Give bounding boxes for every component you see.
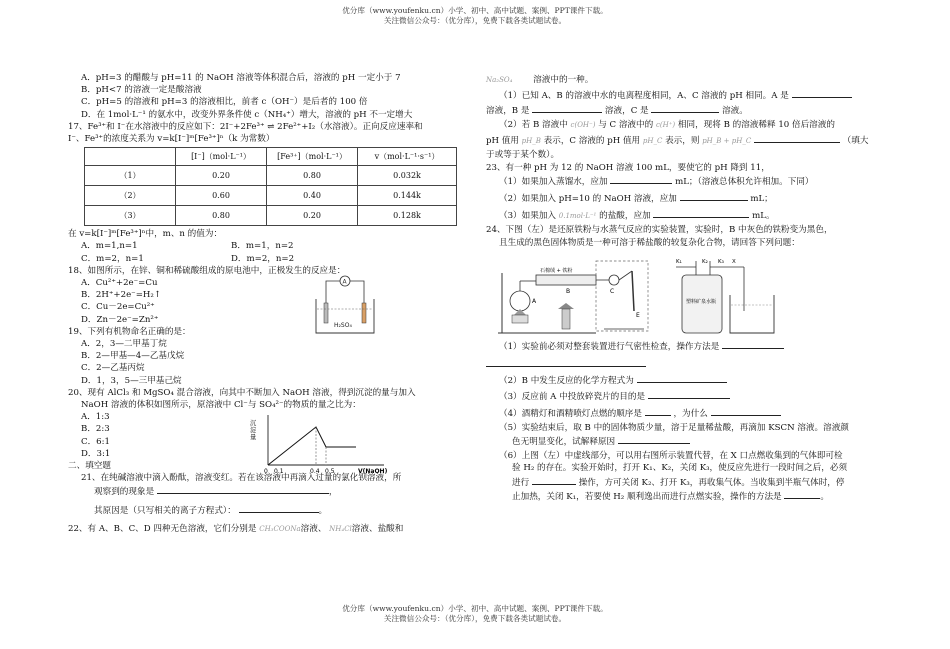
answer-blank[interactable] [532, 103, 602, 113]
q24-part3: （3）反应前 A 中投放碎瓷片的目的是 [499, 392, 646, 403]
answer-blank[interactable] [618, 434, 690, 444]
answer-blank[interactable] [648, 389, 730, 399]
q23-part2: mL； [750, 194, 773, 204]
q20-option-b: B．2:3 [81, 424, 110, 435]
q18-option-b: B．2H⁺+2e⁻=H₂↑ [81, 290, 162, 301]
q22-part1: 溶液，B 是 [486, 105, 530, 116]
question-23 [486, 162, 886, 223]
q18-stem: 18、如图所示，在锌、铜和稀硫酸组成的原电池中，正极发生的反应是： [68, 265, 346, 276]
formula-na2so4: Na₂SO₄ [486, 76, 513, 84]
q16-option-b: B．pH<7 的溶液一定是酸溶液 [81, 85, 202, 96]
test-tube [632, 271, 634, 311]
q24-part6: （6）上图（左）中虚线部分，可以用右图所示装置代替，在 X 口点燃收集到的气体即可检 [499, 451, 843, 462]
left-apparatus [498, 261, 648, 333]
table-cell: （2） [85, 186, 176, 206]
rate-table-header: [Fe³⁺]（mol·L⁻¹） [267, 148, 358, 166]
table-cell: 0.80 [176, 206, 267, 226]
q22-part2: 表示，则 [665, 136, 700, 147]
header-line-2: 关注微信公众号：（优分库），免费下载各类试题试卷。 [383, 15, 567, 25]
q22-part1: 溶液，C 是 [604, 105, 649, 116]
answer-blank[interactable] [486, 357, 646, 367]
precipitate-curve [268, 427, 356, 465]
q21-observe-label: 观察到的现象是 [94, 487, 155, 498]
q22-part2-end: 于或等于某个数）。 [486, 150, 560, 161]
q24-part6: 操作，方可关闭 K₂、打开 K₃，再收集气体。当收集到半瓶气体时，停 [578, 477, 845, 488]
answer-blank[interactable] [637, 373, 727, 383]
tick-label: 0.4 [310, 467, 320, 475]
formula-ph-c: pH_C [642, 137, 663, 146]
q23-part3: （3）如果加入 [499, 211, 557, 222]
table-row [85, 206, 457, 226]
q18-option-a: A．Cu²⁺+2e⁻=Cu [81, 278, 158, 289]
formula-ph-sum: pH_B + pH_C [702, 137, 752, 146]
formula-c-oh: c(OH⁻) [570, 120, 596, 129]
table-cell: 0.40 [267, 186, 358, 206]
q22-part1: 溶液。 [722, 105, 748, 116]
formula-concentration: 0.1mol·L⁻¹ [558, 212, 597, 221]
q16-option-c: C．pH=5 的溶液和 pH=3 的溶液相比，前者 c（OH⁻）是后者的 100 倍 [81, 97, 368, 108]
y-label-char-3: 量 [250, 433, 257, 441]
q22-part2: （填大 [842, 136, 869, 147]
answer-blank[interactable] [157, 484, 329, 494]
water-trough [730, 295, 774, 333]
page-header [0, 6, 950, 26]
page-footer [0, 604, 950, 624]
table-cell: 0.20 [176, 166, 267, 186]
q17-option-c: C．m=2，n=1 [81, 253, 144, 264]
answer-blank[interactable] [653, 208, 749, 218]
h2so4-label: H₂SO₄ [334, 321, 352, 329]
q23-part1: mL；（溶液总体积允许相加。下同） [675, 176, 814, 187]
q24-part6: 验 H₂ 的存在。实验开始时，打开 K₁、K₂，关闭 K₃，使反应先进行一段时间之后，必须 [512, 463, 848, 474]
left-column [68, 72, 468, 535]
q17-option-b: B．m=1，n=2 [231, 241, 294, 252]
right-apparatus [676, 259, 774, 333]
rate-table-header: [I⁻]（mol·L⁻¹） [176, 148, 267, 166]
q20-option-d: D．3:1 [81, 448, 111, 459]
table-cell: （1） [85, 166, 176, 186]
answer-blank[interactable] [532, 475, 576, 485]
zinc-electrode [324, 303, 328, 323]
answer-blank[interactable] [722, 339, 784, 349]
q19-option-b: B．2—甲基—4—乙基戊烷 [81, 351, 185, 362]
formula-nh4cl: NH₄Cl [329, 524, 352, 533]
blast-burner-icon [558, 303, 574, 309]
label-x: X [732, 258, 736, 265]
q17-option-d: D．m=2，n=2 [231, 253, 295, 264]
q23-part3: mL。 [752, 211, 775, 222]
table-cell: 0.032k [358, 166, 457, 186]
svg-text:A: A [342, 278, 347, 286]
label-k3: K₃ [718, 258, 724, 265]
q19-option-a: A．2，3—二甲基丁烷 [81, 339, 167, 350]
q22-part2: （2）若 B 溶液中 [499, 119, 568, 130]
label-b: B [566, 287, 571, 295]
q19-option-d: D．1，3，5—三甲基己烷 [81, 375, 182, 386]
q20-option-a: A．1:3 [81, 412, 110, 423]
q22-part2: 相同，现将 B 的溶液稀释 10 倍后溶液的 [677, 119, 835, 130]
table-cell: （3） [85, 206, 176, 226]
q24-part4: （4）酒精灯和酒精喷灯点燃的顺序是 [499, 408, 642, 419]
answer-blank[interactable] [792, 88, 852, 98]
q22-text: 溶液、盐酸和 [351, 523, 404, 534]
origin-label: 0 [264, 467, 268, 475]
q19-option-c: C．2—乙基丙烷 [81, 363, 145, 374]
tick-label: 0.5 [325, 467, 335, 475]
answer-blank[interactable] [239, 503, 319, 513]
tube-label: 石棉绒 + 铁粉 [540, 267, 573, 274]
answer-blank[interactable] [645, 406, 671, 416]
q21-stem: 21、在纯碱溶液中滴入酚酞，溶液变红。若在该溶液中再滴入过量的氯化钡溶液，所 [81, 473, 402, 484]
q22-text: 溶液、 [300, 523, 327, 534]
header-line-1: 优分库（www.youfenku.cn）小学、初中、高中试题、案例、PPT课件下载。 [342, 6, 608, 15]
q22-part2: 表示，C 溶液的 pH 值用 [543, 136, 641, 147]
q23-part1: （1）如果加入蒸馏水，应加 [499, 176, 608, 187]
q24-part6: 止加热，关闭 K₁，若要使 H₂ 顺利逸出而进行点燃实验，操作的方法是 [512, 491, 782, 502]
table-cell: 0.128k [358, 206, 457, 226]
footer-line-2: 关注微信公众号：（优分库），免费下载各类试题试卷。 [383, 613, 567, 623]
rate-table-header: v（mol·L⁻¹·s⁻¹） [358, 148, 457, 166]
q19-stem: 19、下列有机物命名正确的是： [68, 326, 191, 337]
q24-part1: （1）实验前必须对整套装置进行气密性检查，操作方法是 [499, 341, 720, 352]
table-cell: 0.144k [358, 186, 457, 206]
table-row [85, 186, 457, 206]
answer-blank[interactable] [754, 133, 840, 143]
q24-part6: 进行 [512, 477, 530, 488]
y-label-char-1: 沉 [250, 419, 257, 427]
answer-blank[interactable] [680, 191, 748, 201]
y-axis-label [250, 419, 257, 441]
section-fill-in-heading: 二、填空题 [68, 461, 111, 472]
table-row [85, 166, 457, 186]
q20-stem-1: 20、现有 AlCl₃ 和 MgSO₄ 混合溶液，向其中不断加入 NaOH 溶液，得到沉淀的量与加入 [68, 387, 416, 398]
answer-blank[interactable] [711, 406, 781, 416]
right-column [486, 72, 886, 503]
q24-part4: ，为什么 [673, 408, 708, 419]
question-19 [68, 326, 468, 387]
apparatus-figure [486, 251, 886, 337]
question-17 [68, 121, 468, 265]
flask-a [510, 291, 530, 311]
q24-part2: （2）B 中发生反应的化学方程式为 [499, 376, 634, 387]
q24-part5: （5）实验结束后，取 B 中的固体物质少量，溶于足量稀盐酸，再滴加 KSCN 溶液。溶液颜 [499, 422, 849, 433]
question-21: 21、在纯碱溶液中滴入酚酞，溶液变红。若在该溶液中再滴入过量的氯化钡溶液，所 观察到的现象是 ， 其原因是（只写相关的离子方程式）： 。 [68, 472, 468, 517]
question-22 [486, 72, 886, 162]
q17-stem-1: 17、Fe³⁺和 I⁻在水溶液中的反应如下：2I⁻+2Fe³⁺ ⇌ 2Fe²⁺+I₂（水溶液）。正向反应速率和 [68, 121, 423, 132]
q23-stem: 23、有一种 pH 为 12 的 NaOH 溶液 100 mL，要使它的 pH 降到 11， [486, 162, 770, 173]
label-e: E [636, 311, 640, 319]
precipitate-graph [246, 411, 396, 475]
answer-blank[interactable] [610, 174, 672, 184]
q16-option-a: A．pH=3 的醋酸与 pH=11 的 NaOH 溶液等体积混合后，溶液的 pH 一定小于 7 [81, 73, 401, 83]
q17-option-a: A．m=1,n=1 [81, 241, 138, 252]
answer-blank[interactable] [784, 489, 820, 499]
reaction-tube-b [536, 275, 596, 285]
q22-part2: 与 C 溶液中的 [598, 119, 654, 130]
q17-question: 在 v=k[I⁻]ᵐ[Fe³⁺]ⁿ中，m、n 的值为： [68, 229, 223, 240]
formula-ph-b: pH_B [521, 137, 541, 146]
question-24: 24、下图（左）是还原铁粉与水蒸气反应的实验装置，实验时，B 中灰色的铁粉变为黑色， 且生成的黑色固体物质是一种可溶于稀盐酸的较复杂化合物，请回答下列问题： A 石棉绒 + 铁粉 B C E 塑料矿泉水瓶 K₁ K₂ K₃ X （1）实验前必须对整套装置进行气密性检查，操作方法是 （2）B 中发生反应的化学方程式为 （3）反应前 A 中投放碎瓷片的目的是 （4）酒精灯和酒精喷灯点燃的顺序是 ，为什么 （5）实验结束后，取 B 中的固体物质少量，溶于足量稀盐酸，再滴加 KSCN 溶液。溶液颜 色无明显变化，试解释原因 （6）上图（左）中虚线部分，可以用右图所示装置代替，在 X 口点燃收集到的气体即可检 验 H₂ 的存在。实验开始时，打开 K₁、K₂，关闭 K₃，使反应先进行一段时间之后，必须 进行 操作，方可关闭 K₂、打开 K₃，再收集气体。当收集到半瓶气体时，停 止加热，关闭 K₁，若要使 H₂ 顺利逸出而进行点燃实验，操作的方法是 。 [486, 224, 886, 503]
q20-stem-2: NaOH 溶液的体积如图所示，原溶液中 Cl⁻与 SO₄²⁻的物质的量之比为： [81, 400, 361, 411]
q23-part3: 的盐酸，应加 [599, 211, 651, 222]
q23-part2: （2）如果加入 pH=10 的 NaOH 溶液，应加 [499, 194, 677, 204]
rate-table-header [85, 148, 176, 166]
q18-option-d: D．Zn－2e⁻=Zn²⁺ [81, 314, 159, 325]
rate-table [84, 147, 457, 226]
galvanic-cell-figure [312, 275, 380, 337]
q24-stem-2: 且生成的黑色固体物质是一种可溶于稀盐酸的较复杂化合物，请回答下列问题： [499, 237, 800, 248]
formula-ch3coona: CH₃COONa [259, 524, 301, 533]
q16-option-d: D．在 1mol·L⁻¹ 的氨水中，改变外界条件使 c（NH₄⁺）增大，溶液的 pH 不一定增大 [81, 109, 413, 120]
label-k1: K₁ [676, 258, 682, 265]
q24-part5: 色无明显变化，试解释原因 [512, 437, 616, 448]
table-cell: 0.60 [176, 186, 267, 206]
q18-option-c: C．Cu－2e=Cu²⁺ [81, 302, 155, 313]
dashed-region [596, 261, 648, 331]
label-a: A [532, 297, 537, 305]
label-c: C [610, 287, 615, 295]
copper-electrode [362, 303, 366, 323]
q22-continued: 溶液中的一种。 [533, 75, 594, 85]
q17-stem-2: I⁻、Fe³⁺的浓度关系为 v=k[I⁻]ᵐ[Fe³⁺]ⁿ（k 为常数） [68, 134, 275, 145]
q22-part2: pH 值用 [486, 136, 519, 147]
q24-stem-1: 24、下图（左）是还原铁粉与水蒸气反应的实验装置，实验时，B 中灰色的铁粉变为黑色， [486, 225, 833, 236]
x-axis-label: V(NaOH) [358, 467, 388, 475]
question-16 [68, 72, 468, 121]
label-k2: K₂ [702, 258, 708, 265]
formula-c-h: c(H⁺) [655, 120, 676, 129]
drying-tube-c [609, 275, 619, 285]
q22-stem: 22、有 A、B、C、D 四种无色溶液，它们分别是 [68, 523, 257, 534]
bottle-label: 塑料矿泉水瓶 [686, 298, 717, 305]
q22-part1: （1）已知 A、B 的溶液中水的电离程度相同，A、C 溶液的 pH 相同。A 是 [499, 91, 789, 102]
question-18 [68, 265, 468, 329]
footer-line-1: 优分库（www.youfenku.cn）小学、初中、高中试题、案例、PPT课件下载。 [342, 604, 608, 613]
table-cell: 0.20 [267, 206, 358, 226]
tick-label: 0.1 [274, 467, 284, 475]
table-cell: 0.80 [267, 166, 358, 186]
answer-blank[interactable] [651, 103, 719, 113]
q20-option-c: C．6:1 [81, 436, 110, 447]
question-22-start [68, 523, 468, 535]
q21-reason-label: 其原因是（只写相关的离子方程式）： [94, 505, 236, 516]
y-label-char-2: 淀 [250, 426, 257, 434]
